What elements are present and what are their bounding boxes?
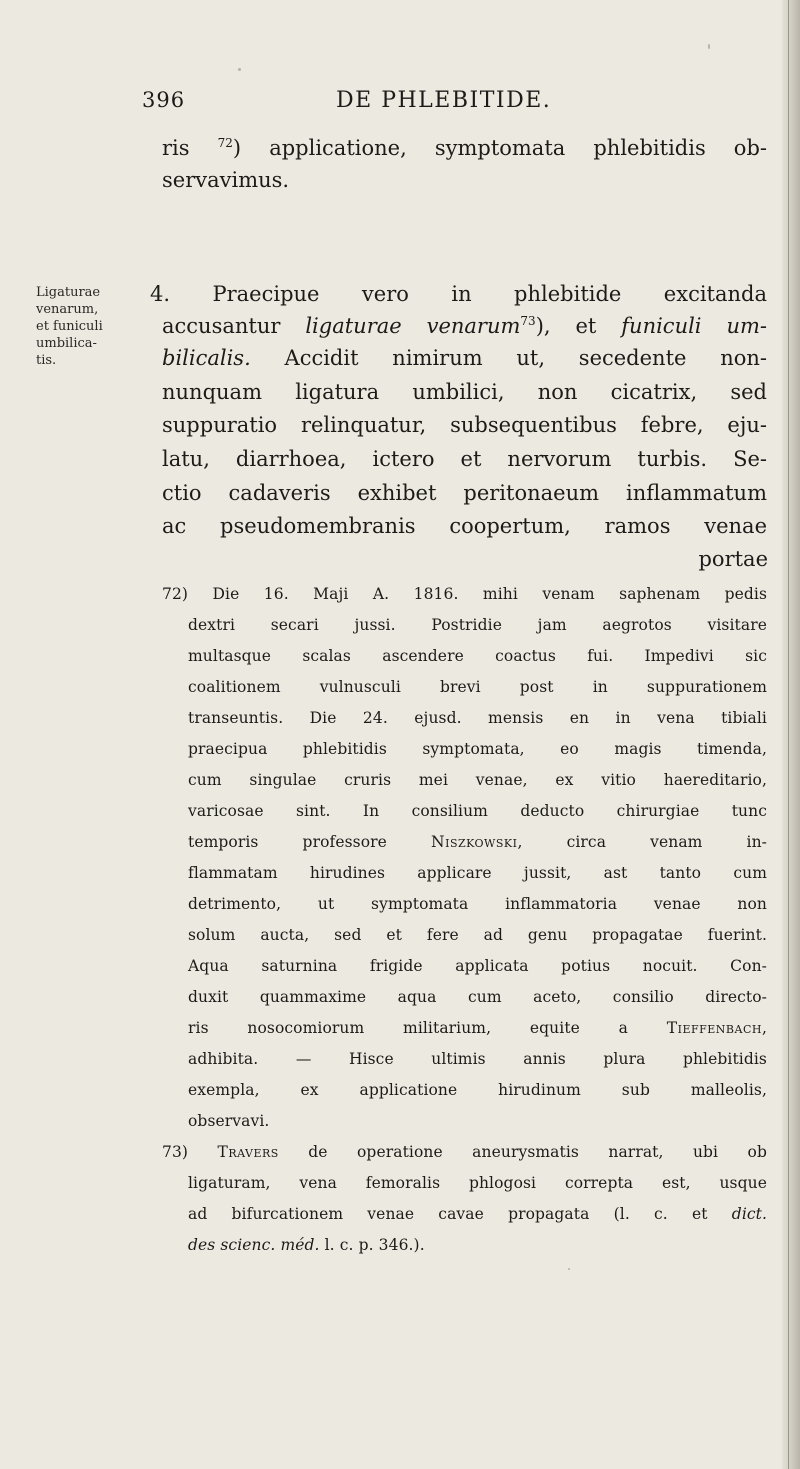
paper-speck: [708, 44, 710, 49]
footnote-72-line: ris nosocomiorum militarium, equite a Tieffenbach,: [188, 1019, 767, 1037]
person-name: Niszkowski: [431, 833, 518, 851]
footnote-72-line: temporis professore Niszkowski, circa venam in-: [188, 833, 768, 851]
margin-note-line: venarum,: [36, 302, 99, 317]
paper-speck: [568, 1268, 570, 1270]
footnote-73-line: ligaturam, vena femoralis phlogosi correpta est, usque: [188, 1174, 767, 1192]
footnote-72-line: detrimento, ut symptomata inflammatoria venae non: [188, 895, 767, 913]
page-number: 396: [142, 88, 186, 112]
margin-note: [36, 284, 102, 369]
text-line: latu, diarrhoea, ictero et nervorum turbis. Se-: [162, 447, 767, 471]
page-edge: [782, 0, 800, 1469]
footnote-72-line: observavi.: [188, 1112, 270, 1130]
person-name: Tieffenbach: [666, 1019, 762, 1037]
footnote-72-line: cum singulae cruris mei venae, ex vitio haereditario,: [188, 771, 767, 789]
footnote-72-line: transeuntis. Die 24. ejusd. mensis en in vena tibiali: [188, 709, 767, 727]
footnote-72-line: duxit quammaxime aqua cum aceto, consilio directo-: [188, 988, 767, 1006]
person-name: Travers: [217, 1143, 279, 1161]
running-title: DE PHLEBITIDE.: [336, 88, 552, 113]
footnote-72-line: coalitionem vulnusculi brevi post in suppurationem: [188, 678, 767, 696]
text-line: nunquam ligatura umbilici, non cicatrix, sed: [162, 380, 767, 404]
footnote-73-line: des scienc. méd. l. c. p. 346.).: [188, 1236, 425, 1254]
text-line: ac pseudomembranis coopertum, ramos venae: [162, 514, 767, 538]
footnote-72-line: praecipua phlebitidis symptomata, eo magis timenda,: [188, 740, 767, 758]
footnote-72-line: varicosae sint. In consilium deducto chirurgiae tunc: [188, 802, 767, 820]
margin-note-line: Ligaturae: [36, 285, 101, 300]
footnote-73-line: 73) Travers de operatione aneurysmatis narrat, ubi ob: [162, 1143, 767, 1161]
text-line: bilicalis. Accidit nimirum ut, secedente non-: [162, 346, 767, 370]
footnote-ref-73: 73: [520, 314, 536, 328]
margin-note-line: tis.: [36, 353, 57, 368]
text-line: accusantur ligaturae venarum$^{73}$), et funiculi um-: [162, 314, 767, 338]
paper-speck: [238, 68, 241, 71]
footnote-72-line: flammatam hirudines applicare jussit, ast tanto cum: [188, 864, 767, 882]
footnote-72-line: multasque scalas ascendere coactus fui. Impedivi sic: [188, 647, 767, 665]
footnote-72-line: solum aucta, sed et fere ad genu propagatae fuerint.: [188, 926, 767, 944]
margin-note-line: et funiculi: [36, 319, 103, 334]
margin-note-line: umbilica-: [36, 336, 97, 351]
footnote-72-line: Aqua saturnina frigide applicata potius nocuit. Con-: [188, 957, 767, 975]
running-head: [0, 88, 800, 118]
footnote-72-line: dextri secari jussi. Postridie jam aegrotos visitare: [188, 616, 767, 634]
footnote-73-line: ad bifurcationem venae cavae propagata (l. c. et dict.: [188, 1205, 768, 1223]
text-line: ctio cadaveris exhibet peritonaeum inflammatum: [162, 481, 767, 505]
footnote-72-line: 72) Die 16. Maji A. 1816. mihi venam saphenam pedis: [162, 585, 767, 603]
paragraph-start-line: 4. Praecipue vero in phlebitide excitanda: [150, 282, 767, 306]
footnote-72-line: exempla, ex applicatione hirudinum sub malleolis,: [188, 1081, 767, 1099]
text-line: ris $^{72}$) applicatione, symptomata phlebitidis ob-: [162, 136, 767, 160]
text-line: suppuratio relinquatur, subsequentibus febre, eju-: [162, 413, 767, 437]
footnote-ref-72: 72: [217, 136, 233, 150]
footnote-72-line: adhibita. — Hisce ultimis annis plura phlebitidis: [188, 1050, 767, 1068]
catchword: portae: [698, 547, 768, 571]
text-line: servavimus.: [162, 168, 290, 192]
